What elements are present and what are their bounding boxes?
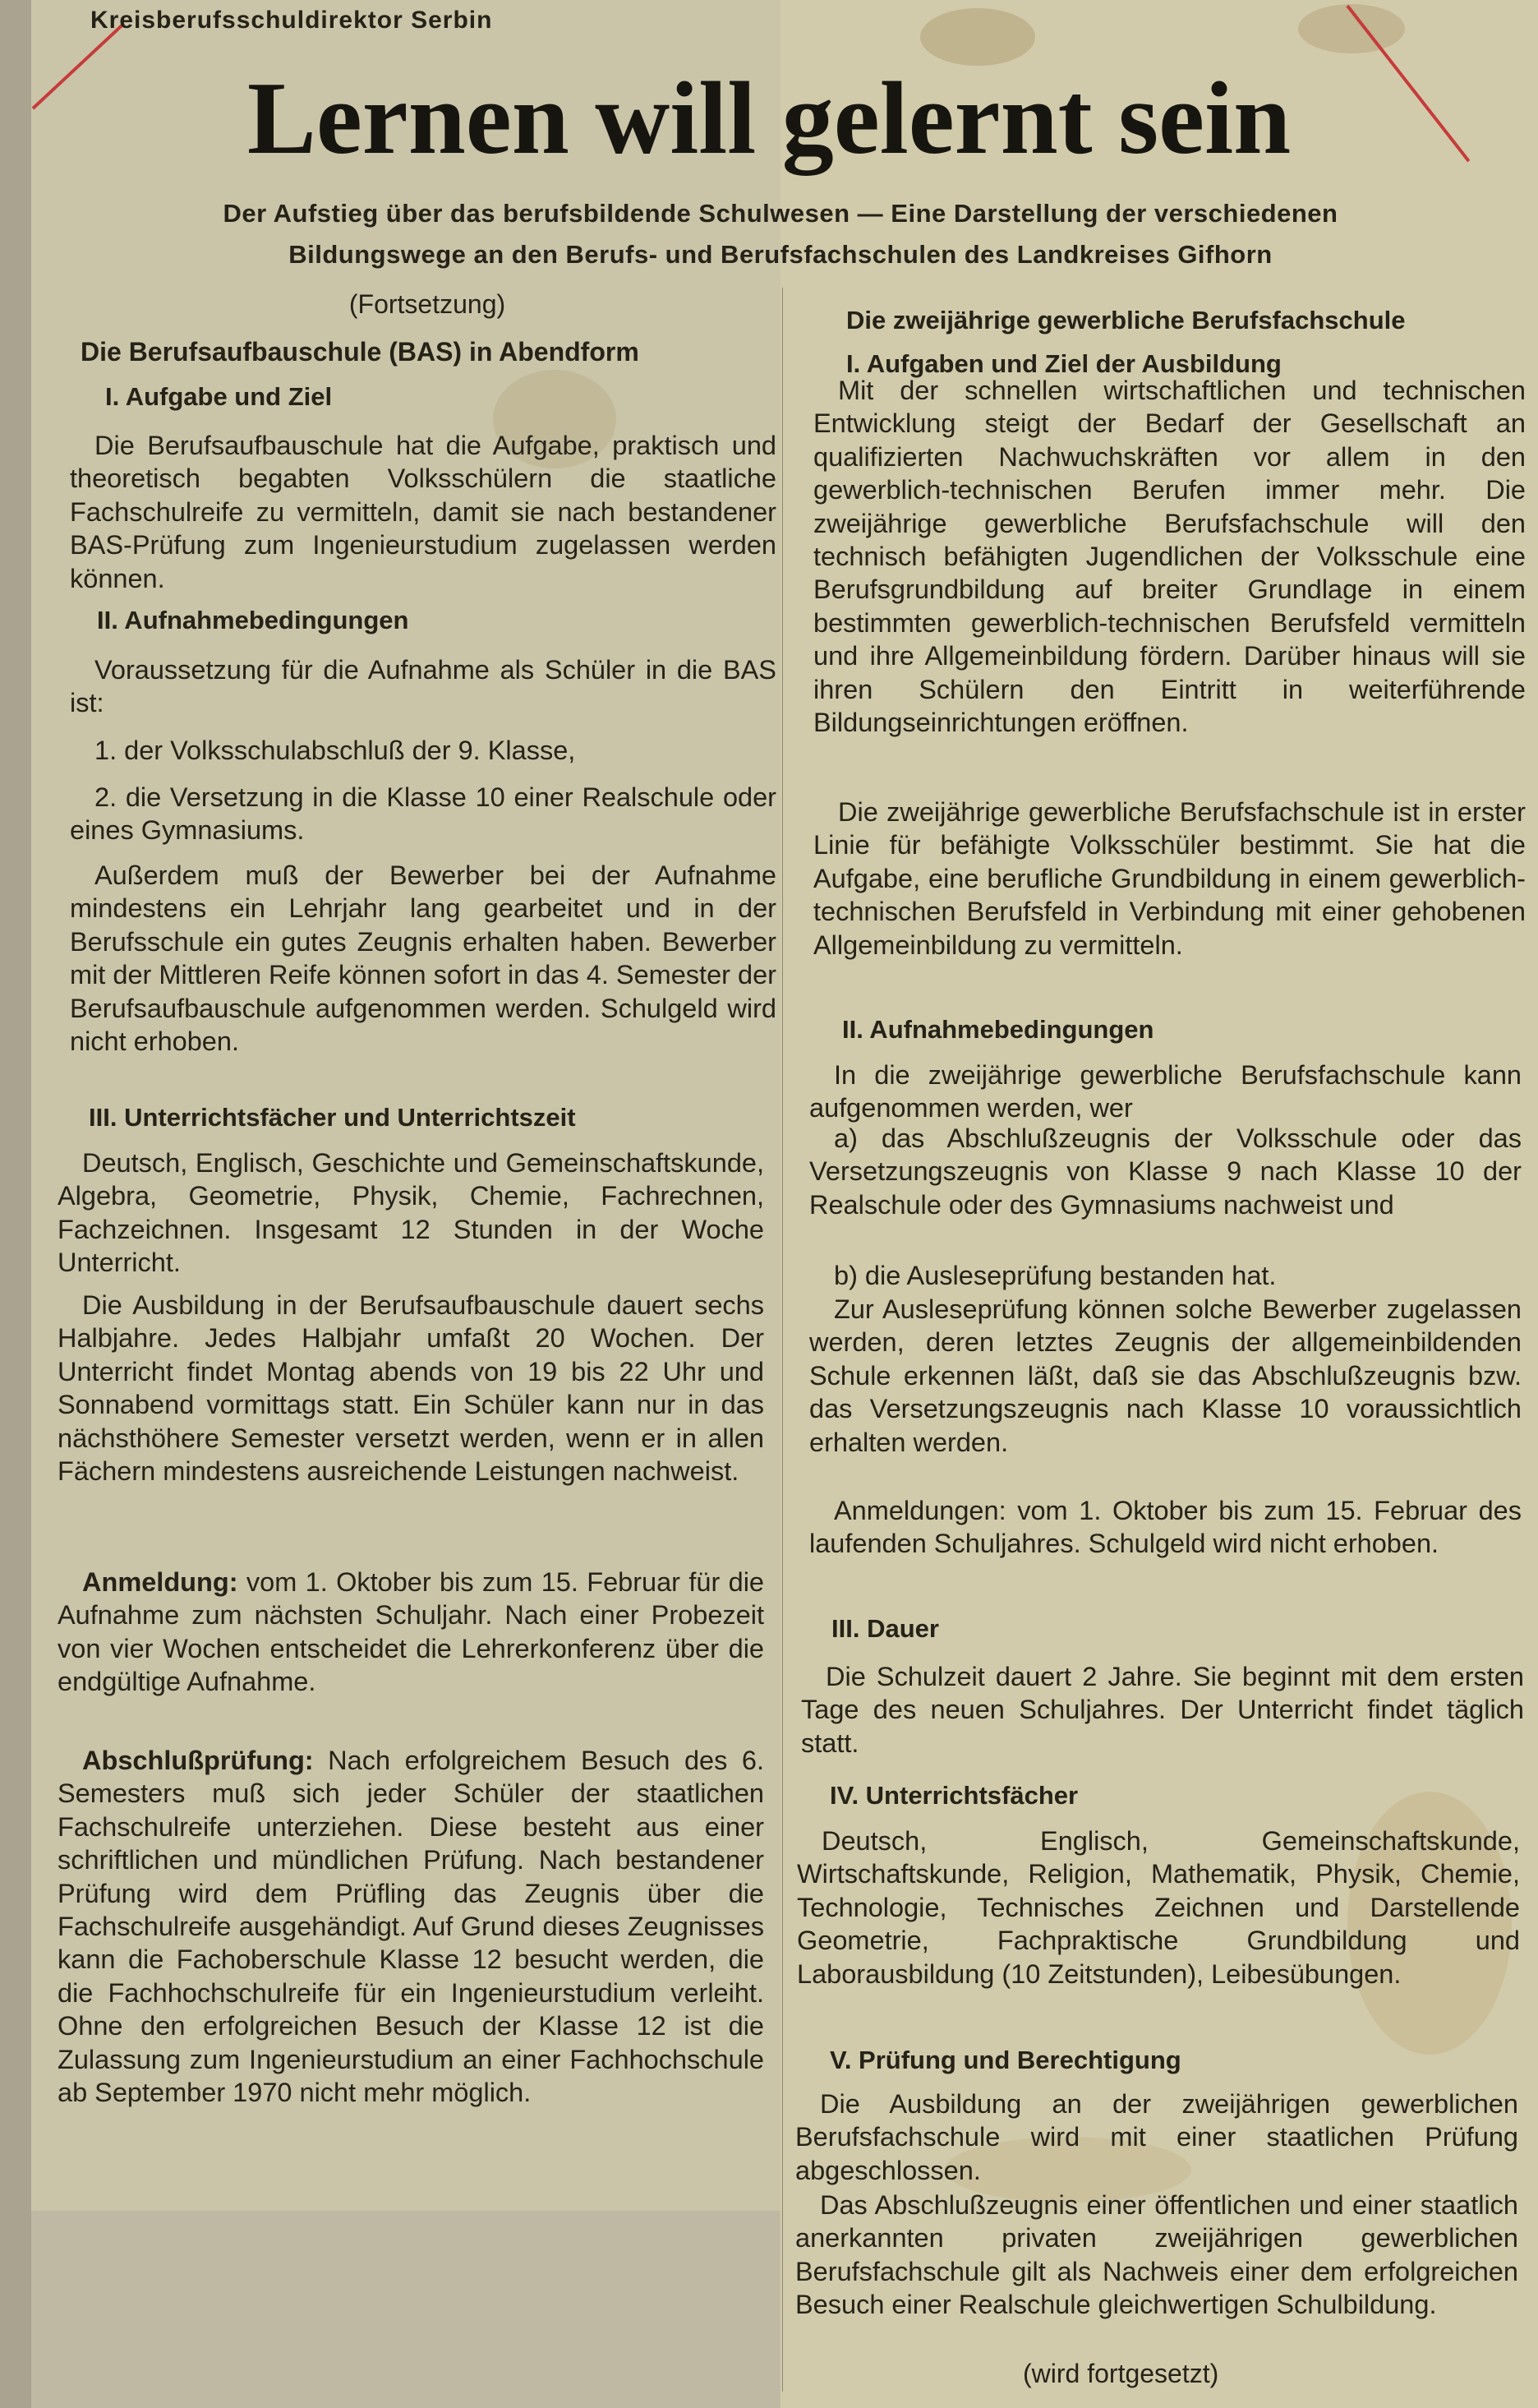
right-section-2-text: Zur Ausleseprüfung können solche Bewerber zugelassen werden, deren letztes Zeugnis der allgemeinbildenden Schule erkennen läßt, daß sie das Abschlußzeugnis bzw. das Versetzungszeugnis nach Klasse 10 voraussichtlich erhalten werden. [809,1294,1522,1457]
left-final-exam-paragraph [58,1744,764,2109]
right-section-2-heading: II. Aufnahmebedingungen [842,1015,1154,1044]
subheadline [82,193,1479,275]
right-section-4-heading: IV. Unterrichtsfächer [830,1781,1079,1810]
right-section-3-heading: III. Dauer [831,1614,939,1643]
right-section-1-heading: I. Aufgaben und Ziel der Ausbildung [846,349,1282,378]
registration-text: vom 1. Oktober bis zum 15. Februar für die Aufnahme zum nächsten Schuljahr. Nach einer Probezeit von vier Wochen entscheidet die Lehrerkonferenz über die endgültige Aufnahme. [58,1567,764,1697]
right-section-2-item-a: a) das Abschlußzeugnis der Volksschule oder das Versetzungszeugnis von Klasse 9 nach Klasse 10 der Realschule oder des Gymnasiums nachweist und [809,1123,1522,1220]
to-be-continued-note: (wird fortgesetzt) [1023,2359,1219,2388]
left-section-1-text: Die Berufsaufbauschule hat die Aufgabe, praktisch und theoretisch begabten Volksschülern die staatliche Fachschulreife zu vermitteln, damit sie nach bestandener BAS-Prüfung zum Ingenieurstudium zugelassen werden können. [70,431,776,593]
left-section-2-item-2: 2. die Versetzung in die Klasse 10 einer Realschule oder eines Gymnasiums. [70,782,776,846]
right-section-5-text-2: Das Abschlußzeugnis einer öffentlichen und einer staatlich anerkannten privaten zweijährigen gewerblichen Berufsfachschule gilt als Nachweis einer dem erfolgreichen Besuch einer Realschule gleichwertigen Schulbildung. [795,2190,1518,2320]
left-section-2-intro: Voraussetzung für die Aufnahme als Schüler in die BAS ist: [70,655,776,718]
right-section-5-text-1: Die Ausbildung an der zweijährigen gewerblichen Berufsfachschule wird mit einer staatlichen Prüfung abgeschlossen. [795,2089,1518,2185]
right-section-2-item-b: b) die Ausleseprüfung bestanden hat. [834,1261,1277,1290]
column-divider [782,288,783,2392]
left-section-3-text-1: Deutsch, Englisch, Geschichte und Gemeinschaftskunde, Algebra, Geometrie, Physik, Chemie, Fachrechnen, Fachzeichnen. Insgesamt 12 Stunden in der Woche Unterricht. [58,1148,764,1278]
stain [920,8,1035,66]
final-exam-text: Nach erfolgreichem Besuch des 6. Semesters muß sich jeder Schüler der staatlichen Fachschulreife unterziehen. Diese besteht aus einer schriftlichen und mündlichen Prüfung. Nach bestandener Prüfung wird dem Prüfling das Zeugnis über die Fachschulreife ausgehändigt. Auf Grund dieses Zeugnisses kann die Fachoberschule Klasse 12 besucht werden, die die Fachhochschulreife für ein Ingenieurstudium verleiht. Ohne den erfolgreichen Besuch der Klasse 12 ist die Zulassung zum Ingenieurstudium an einer Fachhochschule ab September 1970 nicht mehr möglich. [58,1746,764,2108]
right-section-2-intro: In die zweijährige gewerbliche Berufsfachschule kann aufgenommen werden, wer [809,1060,1522,1123]
background [0,0,31,2408]
left-section-2-text: Außerdem muß der Bewerber bei der Aufnahme mindestens ein Lehrjahr lang gearbeitet und in der Berufsschule ein gutes Zeugnis erhalten haben. Bewerber mit der Mittleren Reife können sofort in das 4. Semester der Berufsaufbauschule aufgenommen werden. Schulgeld wird nicht erhoben. [70,860,776,1057]
right-section-4-text: Deutsch, Englisch, Gemeinschaftskunde, Wirtschaftskunde, Religion, Mathematik, Physik, Chemie, Technologie, Technisches Zeichnen und Darstellende Geometrie, Fachpraktische Grundbildung und Laborausbildung (10 Zeitstunden), Leibesübungen. [797,1826,1520,1989]
continuation-note: (Fortsetzung) [348,289,506,319]
headline: Lernen will gelernt sein [246,62,1292,176]
left-section-3-heading: III. Unterrichtsfächer und Unterrichtszeit [89,1103,576,1132]
right-section-2-registration: Anmeldungen: vom 1. Oktober bis zum 15. Februar des laufenden Schuljahres. Schulgeld wird nicht erhoben. [809,1496,1522,1559]
left-registration-paragraph [58,1566,764,1699]
right-section-3-text: Die Schulzeit dauert 2 Jahre. Sie beginnt mit dem ersten Tage des neuen Schuljahres. Der Unterricht findet täglich statt. [801,1662,1524,1758]
right-column-title: Die zweijährige gewerbliche Berufsfachschule [846,306,1406,334]
left-section-1-heading: I. Aufgabe und Ziel [105,382,333,411]
left-section-3-text-2: Die Ausbildung in der Berufsaufbauschule dauert sechs Halbjahre. Jedes Halbjahr umfaßt 20 Wochen. Der Unterricht findet Montag abends von 19 bis 22 Uhr und Sonnabend vormittags statt. Ein Schüler kann nur in das nächsthöhere Semester versetzt werden, wenn er in allen Fächern mindestens ausreichende Leistungen nachweist. [58,1290,764,1487]
subheadline-line-1: Der Aufstieg über das berufsbildende Schulwesen — Eine Darstellung der verschiedenen [223,199,1338,228]
left-section-2-heading: II. Aufnahmebedingungen [97,606,409,634]
final-exam-label: Abschlußprüfung: [82,1746,314,1775]
right-section-5-heading: V. Prüfung und Berechtigung [830,2046,1181,2074]
author-kicker: Kreisberufsschuldirektor Serbin [90,7,493,34]
left-section-2-item-1: 1. der Volksschulabschluß der 9. Klasse, [94,736,576,765]
registration-label: Anmeldung: [82,1567,238,1597]
right-section-1-text-1: Mit der schnellen wirtschaftlichen und technischen Entwicklung steigt der Bedarf der Gesellschaft an qualifizierten Nachwuchskräften vor allem in den gewerblich-technischen Berufen immer mehr. Die zweijährige gewerbliche Berufsfachschule will den technisch befähigten Jugendlichen der Volksschule eine Berufsgrundbildung auf breiter Grundlage in einem bestimmten gewerblich-technischen Berufsfeld vermitteln und ihre Allgemeinbildung fördern. Darüber hinaus will sie ihren Schülern den Eintritt in weiterführende Bildungseinrichtungen eröffnen. [813,376,1526,738]
right-section-1-text-2: Die zweijährige gewerbliche Berufsfachschule ist in erster Linie für befähigte Volksschüler bestimmt. Sie hat die Aufgabe, eine berufliche Grundbildung in einem gewerblich-technischen Berufsfeld in Verbindung mit einer gehobenen Allgemeinbildung zu vermitteln. [813,797,1526,960]
subheadline-line-2: Bildungswege an den Berufs- und Berufsfachschulen des Landkreises Gifhorn [288,240,1273,269]
left-column-title: Die Berufsaufbauschule (BAS) in Abendform [81,337,639,367]
